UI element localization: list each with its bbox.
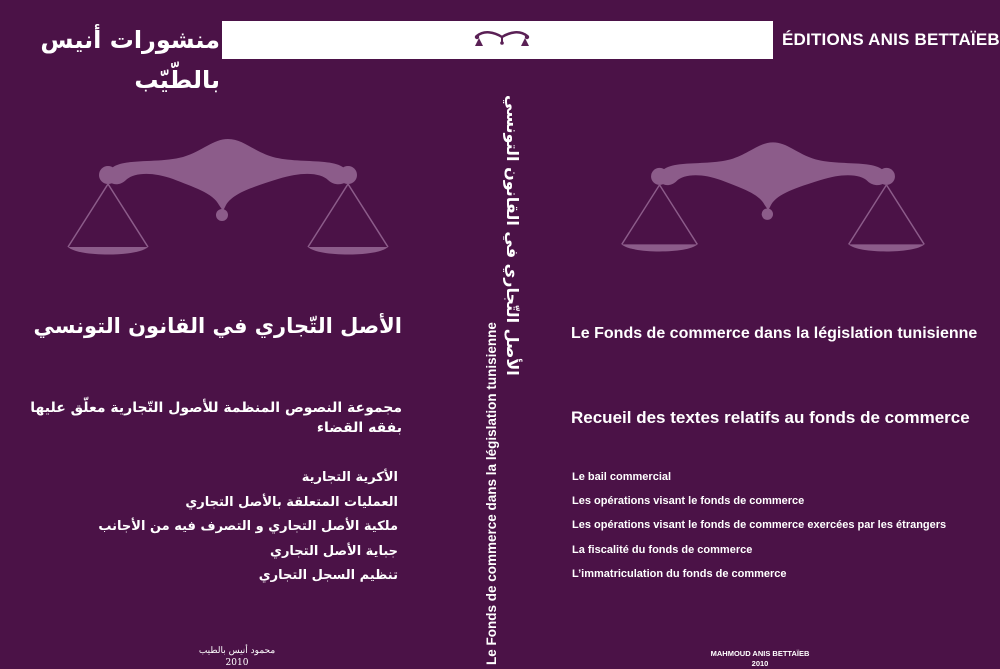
author-name: محمود أنيس بالطيب [198,646,276,656]
spine-arabic-text: الأصل التّجاري في القانون التونسي [503,95,522,376]
publication-year: 2010 [751,659,769,668]
french-title: Le Fonds de commerce dans la législation tunisienne [571,325,978,342]
list-item: Les opérations visant le fonds de commerce [572,495,805,508]
list-item: La fiscalité du fonds de commerce [572,543,753,556]
list-item: جباية الأصل التجاري [270,543,398,559]
arabic-author [192,645,282,669]
list-item: Les opérations visant le fonds de commerce exercées par les étrangers [572,519,947,532]
publication-year: 2010 [225,658,249,668]
balance-scale-icon [63,135,393,265]
french-contents-list [572,469,946,590]
list-item: L’immatriculation du fonds de commerce [572,567,787,580]
spine-french-text: Le Fonds de commerce dans la législation tunisienne [484,322,499,665]
list-item: العمليات المتعلقة بالأصل التجاري [185,494,398,510]
french-author [700,649,820,669]
list-item: تنظيم السجل التجاري [258,568,398,583]
publisher-french: ÉDITIONS ANIS BETTAÏEB [782,30,1000,49]
balance-scale-icon [617,135,929,265]
french-subtitle: Recueil des textes relatifs au fonds de commerce [571,408,970,427]
arabic-subtitle: مجموعة النصوص المنظمة للأصول التّجارية معلّق عليها بفقه القضاء [30,400,402,436]
small-scale-icon [474,28,530,52]
author-name: MAHMOUD ANIS BETTAÏEB [710,649,810,658]
arabic-contents-list [18,466,398,589]
arabic-title: الأصل التّجاري في القانون التونسي [33,314,402,338]
list-item: الأكرية التجارية [301,470,398,485]
publisher-arabic: منشورات أنيس بالطّيّب [40,26,220,94]
list-item: Le bail commercial [572,471,672,483]
list-item: ملكية الأصل التجاري و التصرف فيه من الأجانب [98,519,398,534]
